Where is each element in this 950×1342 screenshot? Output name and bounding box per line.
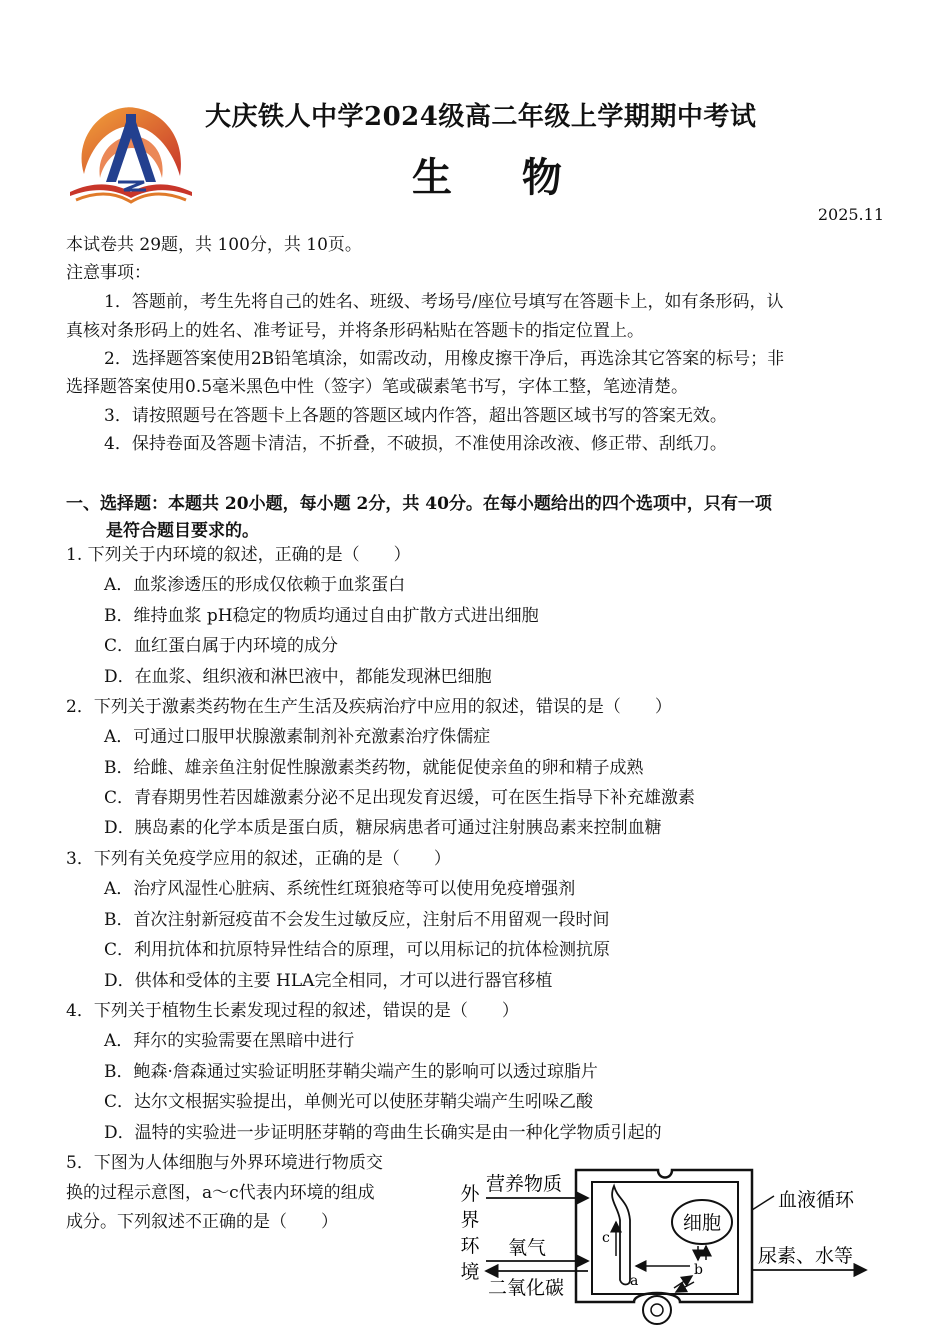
- school-logo: [66, 96, 196, 216]
- heart-circle: [643, 1296, 671, 1324]
- subject-title: 生 物: [412, 154, 590, 201]
- section-heading-cont: 是符合题目要求的。: [106, 521, 259, 541]
- arrow-a-to-b: [674, 1276, 692, 1288]
- blood-pointer: [752, 1196, 774, 1210]
- env-char-1: 外: [460, 1183, 480, 1205]
- option-d: D．温特的实验进一步证明胚芽鞘的弯曲生长确实是由一种化学物质引起的: [104, 1123, 662, 1143]
- nutrients-label: 营养物质: [486, 1173, 563, 1195]
- note-3: 3．请按照题号在答题卡上各题的答题区域内作答，超出答题区域书写的答案无效。: [104, 406, 727, 426]
- section-heading: 一、选择题：本题共 20小题，每小题 2分，共 40分。在每小题给出的四个选项中，只有一项: [66, 494, 772, 514]
- option-b: B．首次注射新冠疫苗不会发生过敏反应，注射后不用留观一段时间: [104, 910, 610, 930]
- question-stem-cont: 成分。下列叙述不正确的是（ ）: [66, 1212, 338, 1232]
- note-2: 2．选择题答案使用2B铅笔填涂，如需改动，用橡皮擦干净后，再选涂其它答案的标号；非: [104, 349, 785, 369]
- note-1: 1．答题前，考生先将自己的姓名、班级、考场号/座位号填写在答题卡上，如有条形码，认: [104, 292, 784, 312]
- option-c: C．血红蛋白属于内环境的成分: [104, 636, 339, 656]
- exam-date: 2025.11: [817, 205, 884, 224]
- exam-summary: 本试卷共 29题，共 100分，共 10页。: [66, 235, 362, 255]
- option-a: A．血浆渗透压的形成仅依赖于血浆蛋白: [104, 575, 406, 595]
- question-stem: 2．下列关于激素类药物在生产生活及疾病治疗中应用的叙述，错误的是（ ）: [66, 697, 672, 717]
- option-c: C．利用抗体和抗原特异性结合的原理，可以用标记的抗体检测抗原: [104, 940, 611, 960]
- label-a: a: [630, 1273, 639, 1289]
- notes-title: 注意事项：: [66, 263, 151, 283]
- env-char-3: 环: [460, 1235, 480, 1257]
- blood-label: 血液循环: [778, 1189, 855, 1211]
- option-b: B．维持血浆 pH稳定的物质均通过自由扩散方式进出细胞: [104, 606, 539, 626]
- question-stem: 5．下图为人体细胞与外界环境进行物质交: [66, 1153, 383, 1173]
- option-b: B．给雌、雄亲鱼注射促性腺激素类药物，就能促使亲鱼的卵和精子成熟: [104, 758, 644, 778]
- label-b: b: [694, 1262, 703, 1278]
- option-c: C．青春期男性若因雄激素分泌不足出现发育迟缓，可在医生指导下补充雄激素: [104, 788, 696, 808]
- option-b: B．鲍森·詹森通过实验证明胚芽鞘尖端产生的影响可以透过琼脂片: [104, 1062, 598, 1082]
- question-stem: 3．下列有关免疫学应用的叙述，正确的是（ ）: [66, 849, 451, 869]
- tissue-region: [592, 1182, 738, 1294]
- env-char-2: 界: [460, 1209, 480, 1231]
- question-stem-cont: 换的过程示意图，a～c代表内环境的组成: [66, 1183, 375, 1203]
- arrow-b-to-a2: [676, 1282, 694, 1292]
- oxygen-label: 氧气: [508, 1237, 547, 1259]
- option-a: A．治疗风湿性心脏病、系统性红斑狼疮等可以使用免疫增强剂: [104, 879, 576, 899]
- option-d: D．供体和受体的主要 HLA完全相同，才可以进行器官移植: [104, 971, 553, 991]
- question-stem: 1. 下列关于内环境的叙述，正确的是（ ）: [66, 545, 411, 565]
- note-2-cont: 选择题答案使用0.5毫米黑色中性（签字）笔或碳素笔书写，字体工整，笔迹清楚。: [66, 377, 689, 397]
- material-exchange-diagram: [458, 1160, 878, 1342]
- option-c: C．达尔文根据实验提出，单侧光可以使胚芽鞘尖端产生吲哚乙酸: [104, 1092, 594, 1112]
- option-a: A．拜尔的实验需要在黑暗中进行: [104, 1031, 355, 1051]
- env-char-4: 境: [460, 1261, 480, 1283]
- note-1-cont: 真核对条形码上的姓名、准考证号，并将条形码粘贴在答题卡的指定位置上。: [66, 321, 644, 341]
- cell-label: 细胞: [682, 1212, 722, 1234]
- option-d: D．胰岛素的化学本质是蛋白质，糖尿病患者可通过注射胰岛素来控制血糖: [104, 818, 662, 838]
- label-c: c: [602, 1230, 610, 1246]
- note-4: 4．保持卷面及答题卡清洁，不折叠，不破损，不准使用涂改液、修正带、刮纸刀。: [104, 434, 727, 454]
- urea-label: 尿素、水等: [758, 1245, 854, 1267]
- question-stem: 4．下列关于植物生长素发现过程的叙述，错误的是（ ）: [66, 1001, 519, 1021]
- lymph-vessel: [612, 1186, 630, 1285]
- option-a: A．可通过口服甲状腺激素制剂补充激素治疗侏儒症: [104, 727, 491, 747]
- exam-title: 大庆铁人中学2024级高二年级上学期期中考试: [205, 102, 757, 132]
- co2-label: 二氧化碳: [488, 1277, 565, 1299]
- option-d: D．在血浆、组织液和淋巴液中，都能发现淋巴细胞: [104, 667, 492, 687]
